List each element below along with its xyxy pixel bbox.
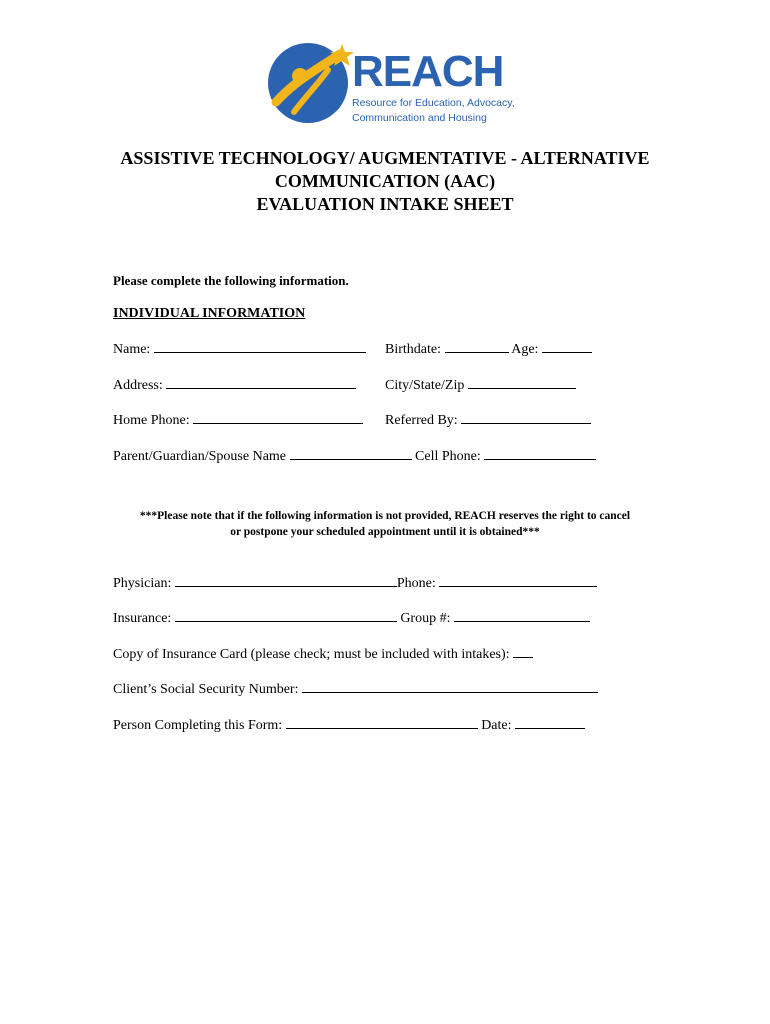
cell-phone-label: Cell Phone:	[415, 449, 481, 464]
person-completing-blank[interactable]	[286, 716, 478, 729]
referred-by-label: Referred By:	[385, 413, 458, 428]
title-line-2: COMMUNICATION (AAC)	[274, 171, 496, 191]
age-blank[interactable]	[542, 340, 592, 353]
title-line-3: EVALUATION INTAKE SHEET	[256, 194, 514, 214]
notice-line-2: or postpone your scheduled appointment until it is obtained***	[230, 526, 540, 538]
ssn-label: Client’s Social Security Number:	[113, 682, 299, 697]
birthdate-age-row[interactable]	[385, 340, 592, 358]
insurance-label: Insurance:	[113, 611, 172, 626]
name-field-row[interactable]	[113, 340, 366, 358]
reach-logo-emblem-icon	[266, 40, 356, 126]
address-label: Address:	[113, 378, 163, 393]
title-line-1: ASSISTIVE TECHNOLOGY/ AUGMENTATIVE - ALTERNATIVE	[120, 148, 650, 168]
home-phone-blank[interactable]	[193, 411, 363, 424]
referred-by-row[interactable]	[385, 411, 591, 429]
referred-by-blank[interactable]	[461, 411, 591, 424]
city-state-zip-label: City/State/Zip	[385, 378, 465, 393]
date-blank[interactable]	[515, 716, 585, 729]
ssn-row[interactable]	[113, 680, 598, 698]
guardian-label: Parent/Guardian/Spouse Name	[113, 449, 287, 464]
instructions-text: Please complete the following information.	[113, 273, 349, 288]
notice-line-1: ***Please note that if the following information is not provided, REACH reserves the right to cancel	[139, 510, 631, 522]
age-label: Age:	[511, 342, 539, 357]
group-blank[interactable]	[454, 609, 590, 622]
ssn-blank[interactable]	[302, 680, 598, 693]
section-heading: INDIVIDUAL INFORMATION	[113, 306, 306, 321]
person-completing-row[interactable]	[113, 716, 585, 734]
physician-row[interactable]	[113, 574, 597, 592]
person-completing-label: Person Completing this Form:	[113, 718, 283, 733]
insurance-card-label: Copy of Insurance Card (please check; must be included with intakes):	[113, 647, 510, 662]
phone-label: Phone:	[396, 576, 436, 591]
insurance-row[interactable]	[113, 609, 590, 627]
cell-phone-blank[interactable]	[484, 447, 596, 460]
phone-blank[interactable]	[439, 574, 597, 587]
home-phone-label: Home Phone:	[113, 413, 190, 428]
physician-label: Physician:	[113, 576, 172, 591]
notice-text	[0, 508, 770, 540]
city-state-zip-row[interactable]	[385, 376, 576, 394]
insurance-card-check-blank[interactable]	[513, 645, 533, 658]
name-label: Name:	[113, 342, 151, 357]
guardian-blank[interactable]	[290, 447, 412, 460]
name-blank[interactable]	[154, 340, 366, 353]
city-state-zip-blank[interactable]	[468, 376, 576, 389]
insurance-blank[interactable]	[175, 609, 397, 622]
reach-logo	[266, 40, 515, 126]
address-field-row[interactable]	[113, 376, 356, 394]
logo-tagline-1: Resource for Education, Advocacy,	[352, 97, 515, 109]
logo-tagline-2: Communication and Housing	[352, 112, 487, 124]
document-title	[0, 147, 770, 216]
logo-wordmark: REACH	[352, 47, 504, 96]
home-phone-row[interactable]	[113, 411, 363, 429]
birthdate-label: Birthdate:	[385, 342, 441, 357]
insurance-card-row[interactable]	[113, 645, 533, 663]
guardian-row[interactable]	[113, 447, 596, 465]
birthdate-blank[interactable]	[445, 340, 509, 353]
physician-blank[interactable]	[175, 574, 397, 587]
group-label: Group #:	[400, 611, 451, 626]
date-label: Date:	[481, 718, 512, 733]
address-blank[interactable]	[166, 376, 356, 389]
